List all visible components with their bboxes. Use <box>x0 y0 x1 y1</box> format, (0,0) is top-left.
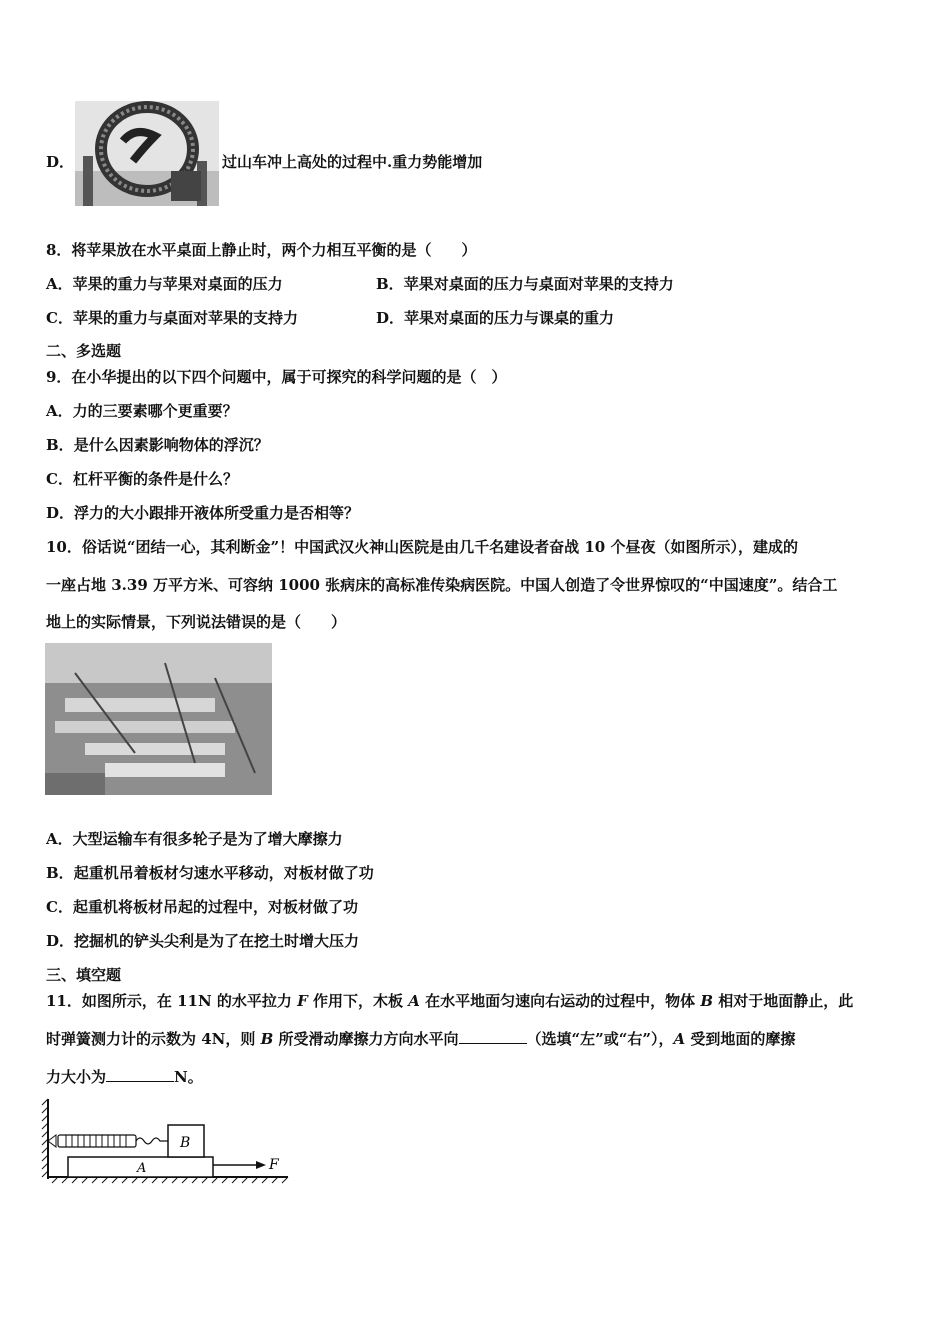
q8-option-c: C．苹果的重力与桌面对苹果的支持力 <box>46 309 298 327</box>
q10-stem-line-3: 地上的实际情景，下列说法错误的是（ ） <box>46 613 347 631</box>
q9-option-c: C．杠杆平衡的条件是什么？ <box>46 470 238 488</box>
q9-option-a: A．力的三要素哪个更重要？ <box>46 402 238 420</box>
section-title-multiple-choice: 二、多选题 <box>46 342 122 360</box>
section-title-fill-in: 三、填空题 <box>46 966 122 984</box>
figure-label-b: B <box>180 1135 191 1151</box>
q10-option-a: A．大型运输车有很多轮子是为了增大摩擦力 <box>46 830 343 848</box>
figure-label-f: F <box>269 1157 279 1173</box>
q10-option-c: C．起重机将板材吊起的过程中，对板材做了功 <box>46 898 358 916</box>
spring-scale-figure <box>40 1095 292 1187</box>
q8-stem: 8．将苹果放在水平桌面上静止时，两个力相互平衡的是（ ） <box>46 241 477 259</box>
q10-stem-line-2: 一座占地 3.39 万平方米、可容纳 1000 张病床的高标准传染病医院。中国人创造了令世界惊叹的“中国速度”。结合工 <box>46 576 838 594</box>
spring-scale-body <box>58 1135 136 1147</box>
q7-option-d-text: 过山车冲上高处的过程中.重力势能增加 <box>222 153 483 171</box>
q8-option-a: A．苹果的重力与苹果对桌面的压力 <box>46 275 283 293</box>
q7-option-d-label: D． <box>46 153 75 171</box>
q11-stem-line-2: 时弹簧测力计的示数为 4N，则 B 所受滑动摩擦力方向水平向 （选填“左”或“右”），A 受到地面的摩擦 <box>46 1030 796 1048</box>
q9-stem: 9．在小华提出的以下四个问题中，属于可探究的科学问题的是（ ） <box>46 368 507 386</box>
q11-stem-line-1: 11．如图所示，在 11N 的水平拉力 F 作用下，木板 A 在水平地面匀速向右运动的过程中，物体 B 相对于地面静止，此 <box>46 992 854 1010</box>
q10-option-b: B．起重机吊着板材匀速水平移动，对板材做了功 <box>46 864 374 882</box>
answer-blank-2[interactable] <box>106 1067 174 1082</box>
construction-site-photo <box>45 643 272 795</box>
answer-blank-1[interactable] <box>459 1029 527 1044</box>
q11-stem-line-3: 力大小为 N。 <box>46 1068 203 1086</box>
q8-option-d: D．苹果对桌面的压力与课桌的重力 <box>376 309 615 327</box>
roller-coaster-image <box>75 101 219 206</box>
q10-stem-line-1: 10．俗话说“团结一心，其利断金”！中国武汉火神山医院是由几千名建设者奋战 10 个昼夜（如图所示），建成的 <box>46 538 798 556</box>
q10-option-d: D．挖掘机的铲头尖利是为了在挖土时增大压力 <box>46 932 360 950</box>
q8-option-b: B．苹果对桌面的压力与桌面对苹果的支持力 <box>376 275 674 293</box>
q9-option-b: B．是什么因素影响物体的浮沉？ <box>46 436 269 454</box>
q9-option-d: D．浮力的大小跟排开液体所受重力是否相等？ <box>46 504 360 522</box>
figure-label-a: A <box>137 1161 147 1176</box>
